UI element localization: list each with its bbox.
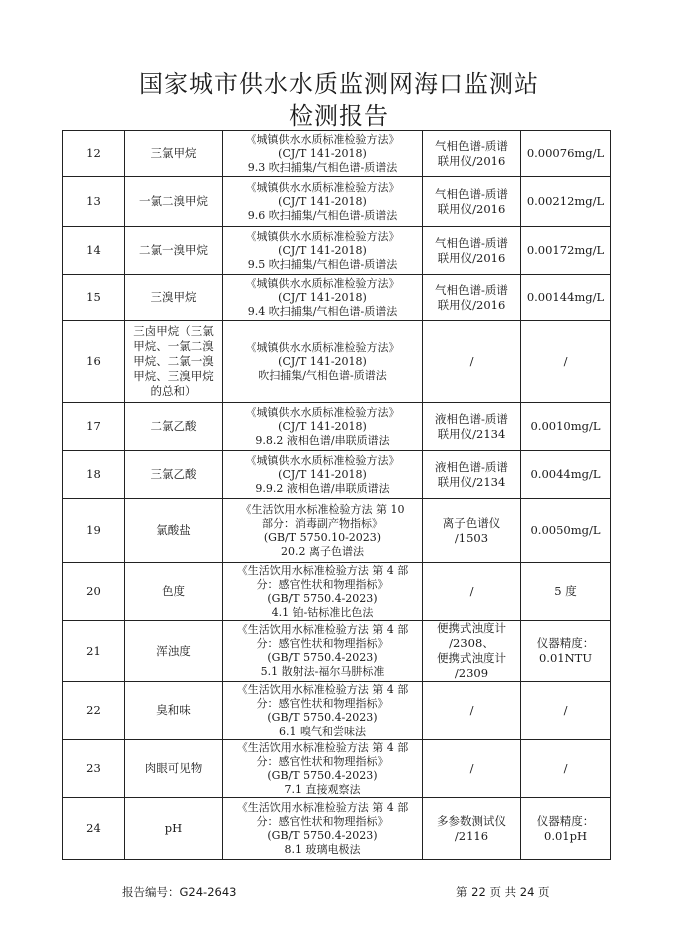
instrument-cell: / xyxy=(423,740,521,798)
instrument-cell: 气相色谱-质谱 联用仪/2016 xyxy=(423,177,521,227)
test-method-table xyxy=(62,130,611,860)
row-number-cell: 24 xyxy=(63,798,125,860)
test-item-cell: 臭和味 xyxy=(125,682,223,740)
row-number-cell: 18 xyxy=(63,451,125,499)
detection-limit-cell: 仪器精度： 0.01pH xyxy=(521,798,611,860)
test-item-cell: 三氯甲烷 xyxy=(125,131,223,177)
instrument-cell: / xyxy=(423,682,521,740)
table-row xyxy=(63,499,611,563)
table-row xyxy=(63,451,611,499)
row-number-cell: 16 xyxy=(63,321,125,403)
detection-limit-cell: 5 度 xyxy=(521,563,611,621)
report-title-line2: 检测报告 xyxy=(289,102,389,130)
detection-limit-cell: / xyxy=(521,321,611,403)
test-method-cell: 《城镇供水水质标准检验方法》 (CJ/T 141-2018) 9.6 吹扫捕集/气相色谱-质谱法 xyxy=(223,177,423,227)
row-number-cell: 15 xyxy=(63,275,125,321)
test-item-cell: 浑浊度 xyxy=(125,621,223,682)
test-method-cell: 《城镇供水水质标准检验方法》 (CJ/T 141-2018) 9.5 吹扫捕集/气相色谱-质谱法 xyxy=(223,227,423,275)
test-method-cell: 《城镇供水水质标准检验方法》 (CJ/T 141-2018) 吹扫捕集/气相色谱-质谱法 xyxy=(223,321,423,403)
table-row xyxy=(63,403,611,451)
instrument-cell: 液相色谱-质谱 联用仪/2134 xyxy=(423,403,521,451)
test-method-cell: 《生活饮用水标准检验方法 第 10 部分：消毒副产物指标》 (GB/T 5750.10-2023) 20.2 离子色谱法 xyxy=(223,499,423,563)
test-item-cell: pH xyxy=(125,798,223,860)
test-item-cell: 色度 xyxy=(125,563,223,621)
detection-limit-cell: 0.00172mg/L xyxy=(521,227,611,275)
table-row xyxy=(63,321,611,403)
row-number-cell: 14 xyxy=(63,227,125,275)
table-row xyxy=(63,740,611,798)
row-number-cell: 17 xyxy=(63,403,125,451)
row-number-cell: 12 xyxy=(63,131,125,177)
test-method-cell: 《城镇供水水质标准检验方法》 (CJ/T 141-2018) 9.9.2 液相色谱/串联质谱法 xyxy=(223,451,423,499)
instrument-cell: 气相色谱-质谱 联用仪/2016 xyxy=(423,275,521,321)
table-row xyxy=(63,275,611,321)
test-item-cell: 二氯一溴甲烷 xyxy=(125,227,223,275)
test-item-cell: 肉眼可见物 xyxy=(125,740,223,798)
row-number-cell: 22 xyxy=(63,682,125,740)
instrument-cell: / xyxy=(423,321,521,403)
test-method-cell: 《城镇供水水质标准检验方法》 (CJ/T 141-2018) 9.4 吹扫捕集/气相色谱-质谱法 xyxy=(223,275,423,321)
test-item-cell: 氯酸盐 xyxy=(125,499,223,563)
test-method-cell: 《生活饮用水标准检验方法 第 4 部 分：感官性状和物理指标》 (GB/T 5750.4-2023) 5.1 散射法-福尔马肼标准 xyxy=(223,621,423,682)
row-number-cell: 13 xyxy=(63,177,125,227)
table-row xyxy=(63,798,611,860)
test-item-cell: 三卤甲烷（三氯 甲烷、一氯二溴 甲烷、二氯一溴 甲烷、三溴甲烷 的总和） xyxy=(125,321,223,403)
row-number-cell: 23 xyxy=(63,740,125,798)
instrument-cell: / xyxy=(423,563,521,621)
detection-limit-cell: 0.0044mg/L xyxy=(521,451,611,499)
test-item-cell: 二氯乙酸 xyxy=(125,403,223,451)
test-method-cell: 《生活饮用水标准检验方法 第 4 部 分：感官性状和物理指标》 (GB/T 5750.4-2023) 7.1 直接观察法 xyxy=(223,740,423,798)
test-method-cell: 《城镇供水水质标准检验方法》 (CJ/T 141-2018) 9.8.2 液相色谱/串联质谱法 xyxy=(223,403,423,451)
detection-limit-cell: 0.00144mg/L xyxy=(521,275,611,321)
table-row xyxy=(63,563,611,621)
row-number-cell: 20 xyxy=(63,563,125,621)
report-number: 报告编号：G24-2643 xyxy=(122,885,237,899)
detection-limit-cell: 仪器精度： 0.01NTU xyxy=(521,621,611,682)
table-row xyxy=(63,227,611,275)
detection-limit-cell: / xyxy=(521,682,611,740)
test-method-cell: 《生活饮用水标准检验方法 第 4 部 分：感官性状和物理指标》 (GB/T 5750.4-2023) 4.1 铂-钴标准比色法 xyxy=(223,563,423,621)
row-number-cell: 21 xyxy=(63,621,125,682)
instrument-cell: 气相色谱-质谱 联用仪/2016 xyxy=(423,131,521,177)
test-method-cell: 《城镇供水水质标准检验方法》 (CJ/T 141-2018) 9.3 吹扫捕集/气相色谱-质谱法 xyxy=(223,131,423,177)
instrument-cell: 多参数测试仪 /2116 xyxy=(423,798,521,860)
test-item-cell: 三溴甲烷 xyxy=(125,275,223,321)
test-method-cell: 《生活饮用水标准检验方法 第 4 部 分：感官性状和物理指标》 (GB/T 5750.4-2023) 6.1 嗅气和尝味法 xyxy=(223,682,423,740)
detection-limit-cell: 0.0010mg/L xyxy=(521,403,611,451)
detection-limit-cell: 0.00076mg/L xyxy=(521,131,611,177)
instrument-cell: 液相色谱-质谱 联用仪/2134 xyxy=(423,451,521,499)
table-row xyxy=(63,682,611,740)
test-item-cell: 三氯乙酸 xyxy=(125,451,223,499)
table-row xyxy=(63,131,611,177)
detection-limit-cell: 0.0050mg/L xyxy=(521,499,611,563)
detection-limit-cell: 0.00212mg/L xyxy=(521,177,611,227)
row-number-cell: 19 xyxy=(63,499,125,563)
page-number: 第 22 页 共 24 页 xyxy=(456,885,550,899)
instrument-cell: 便携式浊度计 /2308、 便携式浊度计 /2309 xyxy=(423,621,521,682)
detection-limit-cell: / xyxy=(521,740,611,798)
table-row xyxy=(63,177,611,227)
test-method-cell: 《生活饮用水标准检验方法 第 4 部 分：感官性状和物理指标》 (GB/T 5750.4-2023) 8.1 玻璃电极法 xyxy=(223,798,423,860)
table-row xyxy=(63,621,611,682)
instrument-cell: 气相色谱-质谱 联用仪/2016 xyxy=(423,227,521,275)
report-title-line1: 国家城市供水水质监测网海口监测站 xyxy=(139,70,539,98)
instrument-cell: 离子色谱仪 /1503 xyxy=(423,499,521,563)
test-item-cell: 一氯二溴甲烷 xyxy=(125,177,223,227)
